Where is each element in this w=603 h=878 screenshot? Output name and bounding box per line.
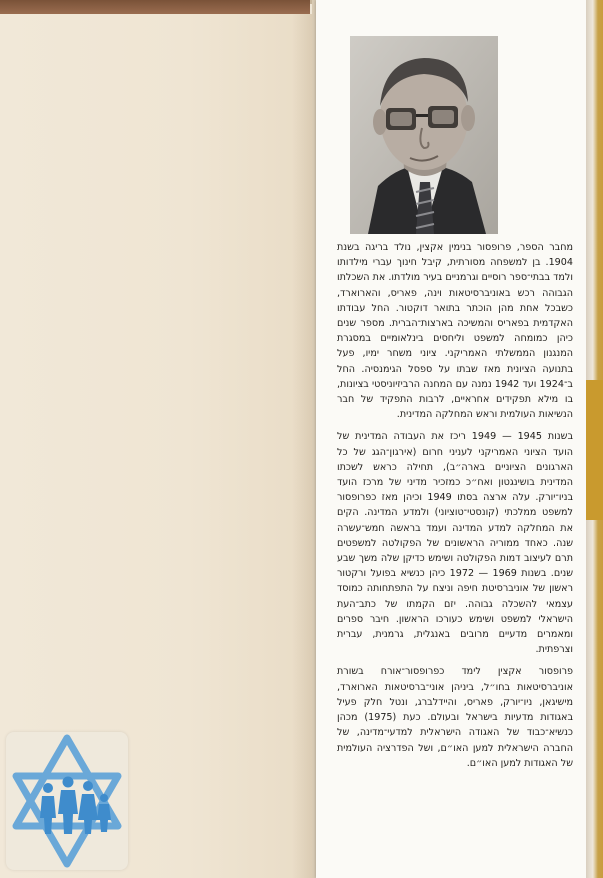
star-of-david-family-logo — [6, 732, 128, 870]
cover-fold-shadow — [292, 14, 312, 878]
author-portrait — [350, 36, 498, 234]
bio-paragraph-3: פרופסור אקצין לימד כפרופסור־אורח בשורת אוניברסיטאות בחו״ל, ביניהן אוני־ברסיטאות הארוארד, מישיגאן, ניו־יורק, פאריס, והיידלברג, ונטל חלק פעיל באגודות מדעיות בישראל ובעולם. כעת (1975) מכהן כנשיא־כבוד של האגודה הישראלית למדעי־מדינה, של החברה הישראלית למען האו״ם, ושל הפדרציה העולמית של האגודות למען האו״ם. — [337, 666, 573, 769]
author-portrait-image — [350, 36, 498, 234]
page-edge — [586, 0, 603, 878]
bio-paragraph-2: בשנות 1945 — 1949 ריכז את העבודה המדינית של הועד הציוני האמריקני לעניני חרום (אירגון־הגג של כל הארגונים הציוניים בארה״ב), תחילה כראש לשכתו המדינית בושינגטון ואח״כ כמזכיר מדיני של מרכז הועד בניו־יורק. עלה ארצה בסתו 1949 וכיהן מאז כפרופסור למשפט ממלכתי (קונסטי־טוציוני) ולמדע המדינה. הקים את המחלקה למדע המדינה ועמד בראשה חמש־עשרה שנה. כאחד ממוריה הראשונים של הפקולטה למשפטים תרם לעיצוב דמות הפקולטה ושימש כדיקן שלה משך שבע שנים. בשנות 1969 — 1972 כיהן כנשיא בפועל ורקטור ראשון של אוניברסיטת חיפה וניצח על התפתחותה כמוסד עצמאי להשכלה גבוהה. יזם הקמתו של כתב־העת הישראלי למשפט ושימש כעורכו הראשון. חיבר ספרים ומאמרים מדעיים מרובים באנגלית, גרמנית, עברית וצרפתית. — [337, 431, 573, 656]
star-of-david-family-icon — [6, 732, 128, 870]
page-edge-gold — [586, 380, 603, 520]
top-edge-strip — [0, 0, 310, 14]
author-biography — [337, 240, 573, 778]
bio-paragraph-1: מחבר הספר, פרופסור בנימין אקצין, נולד בריגה בשנת 1904. בן למשפחה מסורתית, קיבל חינוך עברי מילדותו ולמד בבתי־ספר רוסיים וגרמניים בעיר מולדתו. את השכלתו הגבוהה רכש באוניברסיטאות וינה, פאריס, והארוארד, כשבכל אחת מהן הוכתר בתואר דוקטור. החל עבודתו האקדמית בפאריס והמשיכה בארצות־הברית. מספר שנים כיהן כמומחה למשפט וליחסים בינלאומיים במסגרת המנגנון הממשלתי האמריקני. ציוני משחר ימיו, פעל בתנועה הציונית מאז שבתו על ספסל הגימנסיה. החל ב־1924 ועד 1942 נמנה עם המחנה הרביזיוניסטי בציונות, בו מילא תפקידים אחראיים, לרבות התפקיד של חבר הנשיאות העולמית וראש המחלקה המדינית. — [337, 242, 573, 421]
